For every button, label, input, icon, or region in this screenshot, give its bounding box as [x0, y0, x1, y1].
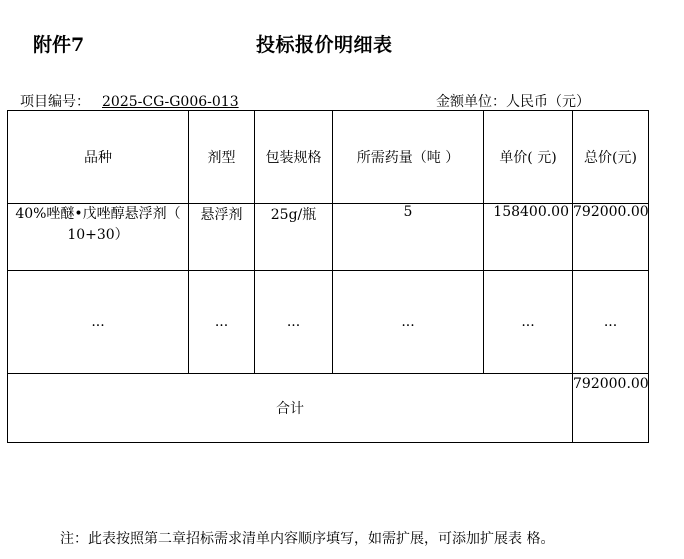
- amount-unit: 金额单位：人民币（元）: [436, 94, 590, 110]
- column-header-total: 总价(元): [573, 111, 649, 204]
- cell-quantity: ...: [333, 271, 484, 374]
- cell-form: 悬浮剂: [189, 204, 255, 271]
- table-row: [8, 271, 649, 374]
- project-number: [20, 91, 243, 111]
- cell-product: ...: [8, 271, 189, 374]
- table-row: [8, 204, 649, 271]
- column-header-spec: 包装规格: [255, 111, 333, 204]
- cell-spec: ...: [255, 271, 333, 374]
- column-header-product: 品种: [8, 111, 189, 204]
- sum-label: 合计: [8, 374, 573, 443]
- cell-total: 792000.00: [573, 204, 649, 271]
- cell-total: ...: [573, 271, 649, 374]
- sum-value: 792000.00: [573, 374, 649, 443]
- column-header-quantity: 所需药量（吨 ）: [333, 111, 484, 204]
- cell-unit-price: 158400.00: [484, 204, 573, 271]
- table-header-row: [8, 111, 649, 204]
- footnote: 注：此表按照第二章招标需求清单内容顺序填写，如需扩展，可添加扩展表 格。: [60, 531, 555, 547]
- product-name-line1: 40%唑醚•戊唑醇悬浮剂（: [15, 206, 181, 222]
- cell-quantity: 5: [333, 204, 484, 271]
- column-header-form: 剂型: [189, 111, 255, 204]
- project-number-value: 2025-CG-G006-013: [102, 94, 239, 110]
- quote-table: [7, 110, 649, 443]
- cell-unit-price: ...: [484, 271, 573, 374]
- product-name-line2: 10+30）: [67, 227, 129, 243]
- cell-spec: 25g/瓶: [255, 204, 333, 271]
- cell-form: ...: [189, 271, 255, 374]
- annex-label: 附件7: [33, 34, 85, 56]
- cell-product: [8, 204, 189, 271]
- total-row: [8, 374, 649, 443]
- column-header-unit-price: 单价( 元): [484, 111, 573, 204]
- project-number-label: 项目编号：: [20, 94, 90, 110]
- page-title: 投标报价明细表: [256, 34, 393, 56]
